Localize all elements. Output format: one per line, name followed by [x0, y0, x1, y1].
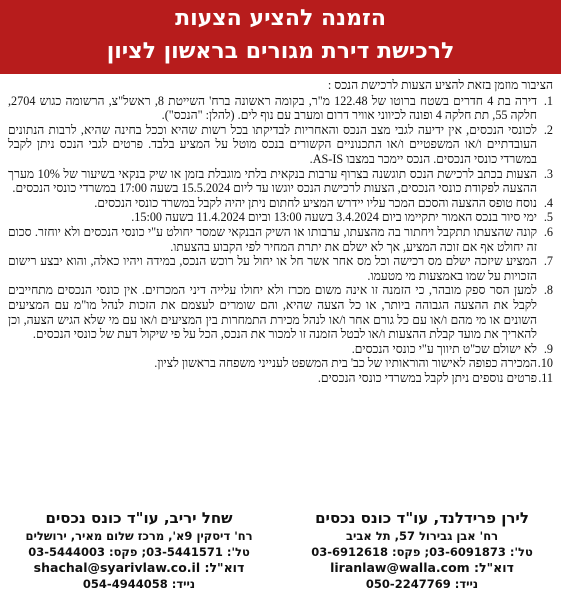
notice-item-4 — [8, 196, 553, 211]
item-text: המכירה כפופה לאישור והוראותיו של כב' בית המשפט לענייני משפחה בראשון לציון. — [154, 356, 537, 371]
notice-item-8 — [8, 283, 553, 341]
item-number: 9. — [543, 341, 553, 356]
receiver-contact-2 — [8, 509, 270, 592]
item-number: 4. — [543, 195, 553, 210]
item-text: פרטים נוספים ניתן לקבל במשרדי כונסי הנכסים. — [317, 370, 537, 385]
item-text: לכונסי הנכסים, אין ידיעה לגבי מצב הנכס והאחריות לבדיקתו בכל רשות שהיא וככל בחינה שהיא, לרבות הנתונים העובדתיים ו/או המשפטיים ו/או התכנוניים הקשורים בנכס מוטל על המציע בלבד. פרטים לגבי הנכס ניתן לקבל במשרדי כונסי הנכסים. הנכס יימכר במצבו AS-IS. — [8, 122, 537, 166]
notice-item-3 — [8, 167, 553, 196]
item-text: קונה שהצעתו תתקבל ויחתור בה מהצעתו, ערבותו או השיק הבנקאי שמסר יחולט ע"י כונסי הנכסים ולא יוחזר. סכום זה יחולט אף אם זוכה המציע, אך לא ישלם את יתרת המחיר לפי הקבוע בהצעתו. — [8, 224, 537, 254]
item-number: 10. — [537, 356, 553, 371]
receiver-email[interactable]: דוא"ל: liranlaw@walla.com — [330, 560, 514, 575]
item-number: 5. — [543, 210, 553, 225]
notice-title-line-1: הזמנה להציע הצעות — [175, 6, 386, 31]
notice-item-6 — [8, 225, 553, 254]
receiver-email[interactable]: דוא"ל: shachal@syarivlaw.co.il — [33, 560, 245, 575]
receiver-address: רח' אבן גבירול 57, תל אביב — [345, 529, 499, 543]
item-number: 3. — [543, 166, 553, 181]
notice-body — [0, 74, 561, 385]
receiver-name: שחל יריב, עו"ד כונס נכסים — [45, 509, 233, 527]
notice-item-2 — [8, 123, 553, 167]
receivers-contacts — [0, 509, 561, 592]
item-number: 6. — [543, 224, 553, 239]
notice-item-9 — [8, 342, 553, 357]
item-text: לא ישולם שכ"ט תיווך ע"י כונסי הנכסים. — [351, 341, 537, 356]
item-text: למען הסר ספק מובהר, כי הזמנה זו אינה משום מכרז ולא יחולו עלייה דיני המכרזים. אין כונסי הנכסים מתחייבים לקבל את ההצעה הגבוהה ביותר, או כל הצעה שהיא, והם שומרים לעצמם את הזכות לנהל מו"מ עם המציעים השונים או מי מהם ו/או עם כל גורם אחר ו/או לנהל מכירת התמחרות בין המציעים ו/או עם מי שלא הגיש הצעה, וכן להאריך את מועד קבלת ההצעות ו/או לבטל הזמנה זו למכור את הנכס, הכל על פי שיקול דעת של כונסי הנכסים. — [8, 283, 537, 342]
item-number: 7. — [543, 254, 553, 269]
item-text: דירה בת 4 חדרים בשטח ברוטו של 122.48 מ"ר, בקומה ראשונה ברח' השייטת 8, ראשל"צ, הרשומה כגוש 2704, חלקה 55, תת חלקה 4 ופונה לכיווני אוויר דרום ומערב עם נוף לים. (להלן: "הנכס"). — [8, 93, 537, 123]
receiver-mobile: נייד: 054-4944058 — [82, 577, 196, 591]
notice-items — [8, 94, 553, 386]
item-text: הצעות בכתב לרכישת הנכס תוגשנה בצרוף ערבות בנקאית בלתי מוגבלת בזמן או שיק בנקאי בשיעור של 10% מערך ההצעה לפקודת כונסי הנכסים, הצעות לרכישת הנכס יוגשו עד ליום 15.5.2024 בשעה 17:00 במשרדי כונסי הנכסים. — [8, 166, 537, 196]
notice-item-5 — [8, 210, 553, 225]
receiver-mobile: נייד: 050-2247769 — [365, 577, 479, 591]
notice-title-line-2: לרכישת דירת מגורים בראשון לציון — [106, 39, 455, 64]
receiver-address: רח' דיסקין 9א', מרכז שלום מאיר, ירושלים — [25, 529, 253, 543]
notice-item-10 — [8, 356, 553, 371]
notice-item-11 — [8, 371, 553, 386]
item-text: המציע שיזכה ישלם מס רכישה וכל מס אחר אשר חל או יחול על רוכש הנכס, במידה ויהיו כאלה, והוא יבצע רישום הזכויות על שמו באמצעות מי מטעמו. — [8, 254, 537, 283]
notice-item-1 — [8, 94, 553, 123]
receiver-phone: טל': 03-5441571; פקס: 03-5444003 — [28, 545, 250, 559]
notice-header — [0, 0, 561, 74]
item-number: 11. — [538, 370, 553, 385]
notice-item-7 — [8, 254, 553, 283]
receiver-phone: טל': 03-6091873; פקס: 03-6912618 — [311, 545, 533, 559]
item-text: נוסח טופס ההצעה והסכם המכר עליו יידרש המציע לחתום ניתן יהיה לקבל במשרד כונסי הנכסים. — [94, 195, 537, 210]
item-number: 1. — [543, 93, 553, 108]
notice-intro: הציבור מוזמן בזאת להציע הצעות לרכישת הנכס : — [327, 78, 553, 92]
receiver-name: לירן פרידלנד, עו"ד כונס נכסים — [315, 509, 529, 527]
receiver-contact-1 — [291, 509, 553, 592]
item-number: 2. — [543, 122, 553, 137]
item-number: 8. — [543, 283, 553, 298]
item-text: ימי סיור בנכס האמור יתקיימו ביום 3.4.2024 בשעה 13:00 וביום 11.4.2024 בשעה 15:00. — [131, 210, 537, 225]
